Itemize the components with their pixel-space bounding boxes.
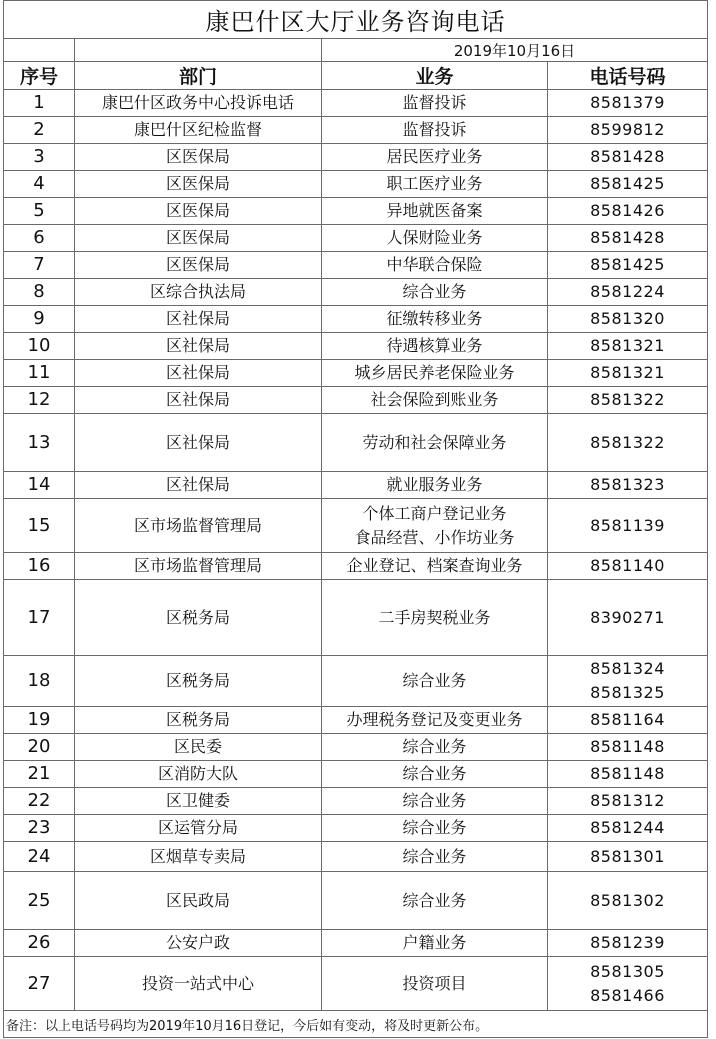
row-business — [322, 198, 548, 225]
row-department: 区社保局 — [75, 414, 322, 472]
empty-cell — [4, 39, 75, 62]
row-department: 区卫健委 — [75, 788, 322, 815]
row-department: 区社保局 — [75, 306, 322, 333]
row-business — [322, 815, 548, 842]
table-row — [4, 252, 708, 279]
row-index: 26 — [4, 930, 75, 957]
business-line: 投资项目 — [402, 973, 467, 993]
row-phone — [548, 144, 708, 171]
row-business — [322, 734, 548, 761]
row-index: 23 — [4, 815, 75, 842]
row-department: 区社保局 — [75, 360, 322, 387]
table-row — [4, 707, 708, 734]
business-line: 监督投诉 — [402, 93, 467, 112]
phone-number: 8581301 — [590, 846, 665, 866]
table-body — [4, 90, 708, 1011]
row-department: 区医保局 — [75, 171, 322, 198]
row-department: 区医保局 — [75, 225, 322, 252]
row-index: 5 — [4, 198, 75, 225]
business-line: 综合业务 — [402, 791, 467, 810]
header-phone: 电话号码 — [548, 62, 708, 90]
table-row — [4, 225, 708, 252]
business-line: 综合业务 — [402, 737, 467, 756]
row-department: 区社保局 — [75, 387, 322, 414]
row-phone — [548, 930, 708, 957]
row-business — [322, 472, 548, 499]
row-business — [322, 279, 548, 306]
row-index: 19 — [4, 707, 75, 734]
row-index: 6 — [4, 225, 75, 252]
row-business — [322, 788, 548, 815]
row-department: 区综合执法局 — [75, 279, 322, 306]
row-business — [322, 656, 548, 707]
row-phone — [548, 656, 708, 707]
phone-number: 8390271 — [590, 607, 665, 627]
business-line: 监督投诉 — [402, 120, 467, 139]
row-index: 15 — [4, 499, 75, 553]
business-line: 综合业务 — [402, 282, 467, 301]
row-phone — [548, 842, 708, 872]
row-phone — [548, 815, 708, 842]
phone-number: 8581321 — [590, 336, 665, 355]
table-row — [4, 815, 708, 842]
page-title: 康巴什区大厅业务咨询电话 — [4, 1, 708, 39]
table-row — [4, 117, 708, 144]
row-phone — [548, 90, 708, 117]
row-phone — [548, 306, 708, 333]
row-index: 18 — [4, 656, 75, 707]
table-row — [4, 580, 708, 656]
business-line: 待遇核算业务 — [386, 336, 483, 355]
business-line: 异地就医备案 — [386, 201, 483, 220]
row-phone — [548, 252, 708, 279]
phone-number: 8581140 — [590, 556, 665, 575]
row-index: 3 — [4, 144, 75, 171]
row-index: 21 — [4, 761, 75, 788]
phone-number: 8581239 — [590, 933, 665, 952]
phone-number: 8581321 — [590, 363, 665, 382]
business-line: 食品经营、小作坊业务 — [354, 527, 515, 547]
row-department: 区运管分局 — [75, 815, 322, 842]
table-row — [4, 306, 708, 333]
phone-number: 8581148 — [590, 737, 665, 756]
row-index: 7 — [4, 252, 75, 279]
phone-number: 8581224 — [590, 282, 665, 301]
row-department: 区烟草专卖局 — [75, 842, 322, 872]
business-line: 劳动和社会保障业务 — [362, 432, 507, 452]
business-line: 办理税务登记及变更业务 — [346, 710, 523, 729]
row-department: 康巴什区政务中心投诉电话 — [75, 90, 322, 117]
phone-number: 8581425 — [590, 255, 665, 274]
row-phone — [548, 580, 708, 656]
row-index: 1 — [4, 90, 75, 117]
row-index: 14 — [4, 472, 75, 499]
row-business — [322, 225, 548, 252]
row-index: 4 — [4, 171, 75, 198]
table-row — [4, 957, 708, 1011]
phone-number: 8581302 — [590, 890, 665, 910]
business-line: 征缴转移业务 — [386, 309, 483, 328]
table-row — [4, 279, 708, 306]
business-line: 企业登记、档案查询业务 — [346, 556, 523, 575]
table-row — [4, 930, 708, 957]
business-line: 二手房契税业务 — [378, 607, 491, 627]
row-index: 9 — [4, 306, 75, 333]
header-business: 业务 — [322, 62, 548, 90]
phone-number: 8581425 — [590, 174, 665, 193]
business-line: 综合业务 — [402, 890, 467, 910]
row-department: 区民政局 — [75, 872, 322, 930]
phone-number: 8581466 — [590, 985, 665, 1005]
row-index: 17 — [4, 580, 75, 656]
phone-number: 8581244 — [590, 818, 665, 837]
row-department: 区税务局 — [75, 656, 322, 707]
table-row — [4, 788, 708, 815]
header-index: 序号 — [4, 62, 75, 90]
phone-number: 8581312 — [590, 791, 665, 810]
row-department: 区社保局 — [75, 472, 322, 499]
row-department: 区市场监督管理局 — [75, 553, 322, 580]
business-line: 就业服务业务 — [386, 475, 483, 494]
row-index: 8 — [4, 279, 75, 306]
row-business — [322, 414, 548, 472]
row-department: 区医保局 — [75, 198, 322, 225]
row-index: 22 — [4, 788, 75, 815]
row-phone — [548, 198, 708, 225]
header-department: 部门 — [75, 62, 322, 90]
phone-number: 8581164 — [590, 710, 665, 729]
row-phone — [548, 761, 708, 788]
row-index: 10 — [4, 333, 75, 360]
row-business — [322, 333, 548, 360]
row-index: 24 — [4, 842, 75, 872]
row-department: 区医保局 — [75, 144, 322, 171]
table-row — [4, 553, 708, 580]
business-line: 综合业务 — [402, 764, 467, 783]
business-line: 城乡居民养老保险业务 — [354, 363, 515, 382]
row-phone — [548, 117, 708, 144]
row-business — [322, 360, 548, 387]
row-business — [322, 707, 548, 734]
row-department: 康巴什区纪检监督 — [75, 117, 322, 144]
row-index: 20 — [4, 734, 75, 761]
table-row — [4, 198, 708, 225]
row-phone — [548, 333, 708, 360]
row-business — [322, 761, 548, 788]
row-business — [322, 90, 548, 117]
row-business — [322, 117, 548, 144]
phone-number: 8581323 — [590, 475, 665, 494]
row-phone — [548, 872, 708, 930]
row-index: 16 — [4, 553, 75, 580]
phone-number: 8581148 — [590, 764, 665, 783]
row-business — [322, 252, 548, 279]
row-department: 区税务局 — [75, 707, 322, 734]
phone-number: 8581322 — [590, 432, 665, 452]
row-business — [322, 930, 548, 957]
phone-number: 8581379 — [590, 93, 665, 112]
table-row — [4, 414, 708, 472]
table-row — [4, 842, 708, 872]
phone-number: 8581320 — [590, 309, 665, 328]
row-index: 25 — [4, 872, 75, 930]
business-line: 综合业务 — [402, 818, 467, 837]
row-business — [322, 306, 548, 333]
table-row — [4, 656, 708, 707]
row-phone — [548, 360, 708, 387]
row-phone — [548, 472, 708, 499]
row-business — [322, 842, 548, 872]
phone-directory-sheet — [3, 0, 707, 1038]
business-line: 个体工商户登记业务 — [362, 503, 507, 523]
business-line: 户籍业务 — [402, 933, 467, 952]
row-business — [322, 872, 548, 930]
phone-number: 8581325 — [590, 683, 665, 702]
table-row — [4, 872, 708, 930]
row-department: 区市场监督管理局 — [75, 499, 322, 553]
business-line: 社会保险到账业务 — [370, 390, 499, 409]
row-phone — [548, 957, 708, 1011]
phone-number: 8581324 — [590, 659, 665, 678]
row-department: 区医保局 — [75, 252, 322, 279]
phone-number: 8581428 — [590, 228, 665, 247]
row-index: 11 — [4, 360, 75, 387]
phone-number: 8581426 — [590, 201, 665, 220]
business-line: 综合业务 — [402, 846, 467, 866]
row-phone — [548, 225, 708, 252]
row-index: 13 — [4, 414, 75, 472]
business-line: 人保财险业务 — [386, 228, 483, 247]
table-row — [4, 499, 708, 553]
table-row — [4, 90, 708, 117]
row-phone — [548, 414, 708, 472]
table-row — [4, 734, 708, 761]
row-business — [322, 387, 548, 414]
phone-number: 8581428 — [590, 147, 665, 166]
row-business — [322, 553, 548, 580]
row-phone — [548, 734, 708, 761]
row-department: 区民委 — [75, 734, 322, 761]
phone-number: 8581305 — [590, 961, 665, 981]
phone-number: 8581139 — [590, 515, 665, 535]
business-line: 综合业务 — [402, 671, 467, 690]
row-phone — [548, 387, 708, 414]
table-row — [4, 761, 708, 788]
row-department: 公安户政 — [75, 930, 322, 957]
table-row — [4, 171, 708, 198]
row-phone — [548, 279, 708, 306]
row-department: 区消防大队 — [75, 761, 322, 788]
business-line: 居民医疗业务 — [386, 147, 483, 166]
row-phone — [548, 499, 708, 553]
row-phone — [548, 788, 708, 815]
table-row — [4, 144, 708, 171]
row-department: 投资一站式中心 — [75, 957, 322, 1011]
table-row — [4, 360, 708, 387]
business-line: 中华联合保险 — [386, 255, 483, 274]
phone-number: 8581322 — [590, 390, 665, 409]
empty-cell — [75, 39, 322, 62]
table-row — [4, 333, 708, 360]
row-phone — [548, 707, 708, 734]
row-department: 区税务局 — [75, 580, 322, 656]
row-phone — [548, 171, 708, 198]
footnote: 备注：以上电话号码均为2019年10月16日登记，今后如有变动，将及时更新公布。 — [4, 1011, 708, 1038]
business-line: 职工医疗业务 — [386, 174, 483, 193]
phone-number: 8599812 — [590, 120, 665, 139]
row-index: 12 — [4, 387, 75, 414]
date-label: 2019年10月16日 — [322, 39, 708, 62]
row-business — [322, 499, 548, 553]
row-phone — [548, 553, 708, 580]
row-index: 27 — [4, 957, 75, 1011]
table-row — [4, 472, 708, 499]
phone-directory-table — [3, 0, 708, 1038]
row-business — [322, 144, 548, 171]
row-index: 2 — [4, 117, 75, 144]
row-business — [322, 580, 548, 656]
row-business — [322, 171, 548, 198]
row-business — [322, 957, 548, 1011]
table-row — [4, 387, 708, 414]
row-department: 区社保局 — [75, 333, 322, 360]
